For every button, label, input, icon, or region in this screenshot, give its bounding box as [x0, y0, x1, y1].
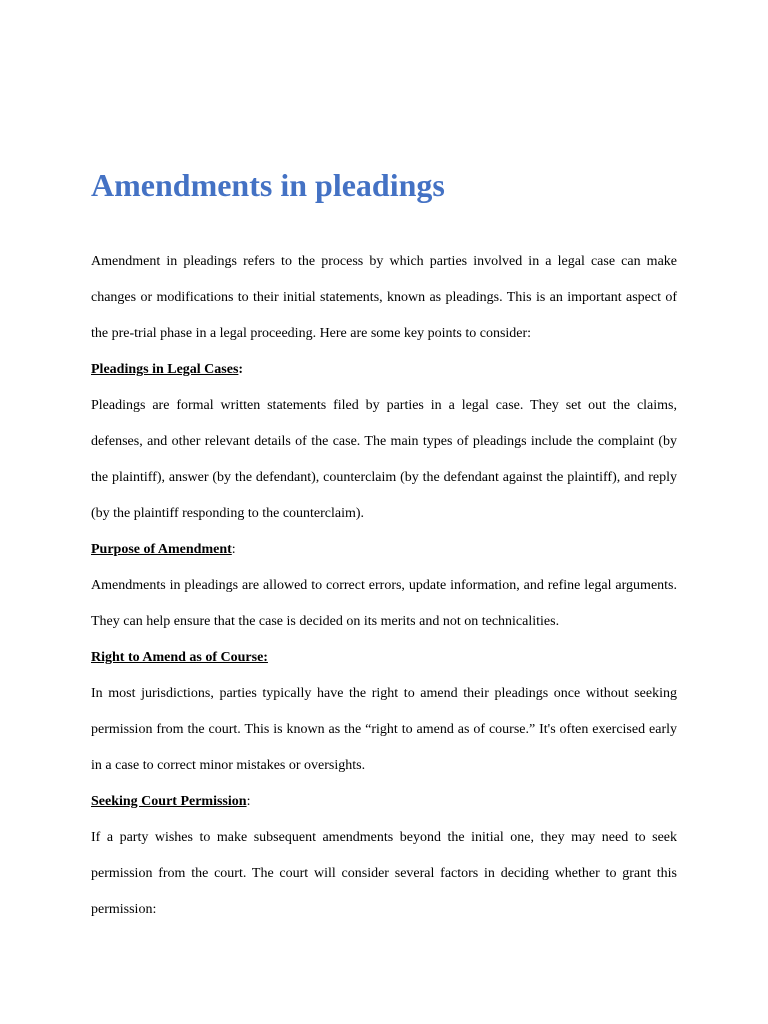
section-heading-seeking-court-permission	[91, 784, 677, 820]
section-heading-label: Purpose of Amendment	[91, 542, 232, 557]
section-heading-purpose-of-amendment	[91, 532, 677, 568]
section-paragraph-seeking-court-permission: If a party wishes to make subsequent amendments beyond the initial one, they may need to seek permission from the court. The court will consider several factors in deciding whether to grant this permission:	[91, 830, 677, 917]
section-paragraph-purpose-of-amendment: Amendments in pleadings are allowed to correct errors, update information, and refine legal arguments. They can help ensure that the case is decided on its merits and not on technicalities.	[91, 578, 677, 629]
section-heading-right-to-amend	[91, 640, 677, 676]
section-heading-colon: :	[231, 542, 236, 557]
section-heading-label: Seeking Court Permission	[91, 794, 247, 809]
section-heading-colon: :	[246, 794, 251, 809]
section-paragraph-pleadings-in-legal-cases: Pleadings are formal written statements filed by parties in a legal case. They set out the claims, defenses, and other relevant details of the case. The main types of pleadings include the complaint (by the plaintiff), answer (by the defendant), counterclaim (by the defendant against the plaintiff), and reply (by the plaintiff responding to the counterclaim).	[91, 398, 677, 521]
document-title: Amendments in pleadings	[91, 167, 445, 203]
section-heading-pleadings-in-legal-cases	[91, 352, 677, 388]
intro-paragraph: Amendment in pleadings refers to the process by which parties involved in a legal case can make changes or modifications to their initial statements, known as pleadings. This is an important aspect of the pre-trial phase in a legal proceeding. Here are some key points to consider:	[91, 254, 677, 341]
section-heading-label: Pleadings in Legal Cases	[91, 362, 239, 377]
section-heading-label: Right to Amend as of Course:	[91, 650, 268, 665]
section-heading-colon: :	[238, 362, 244, 377]
document-body	[91, 244, 677, 928]
section-paragraph-right-to-amend: In most jurisdictions, parties typically have the right to amend their pleadings once without seeking permission from the court. This is known as the “right to amend as of course.” It's often exercised early in a case to correct minor mistakes or oversights.	[91, 686, 677, 773]
